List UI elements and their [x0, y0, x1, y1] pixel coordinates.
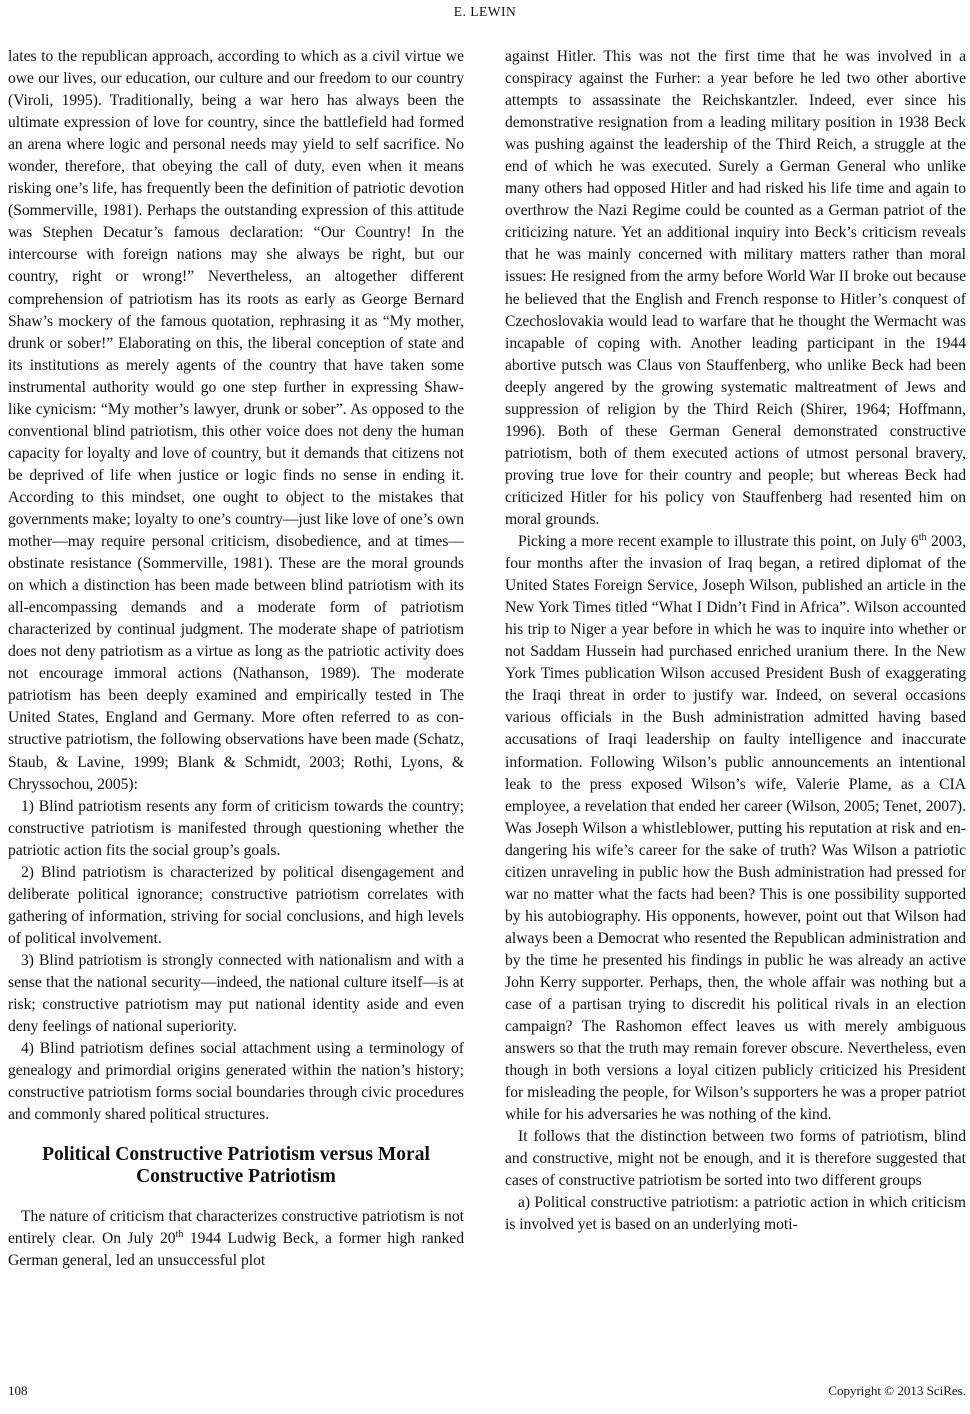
body-paragraph: lates to the republican approach, according to which as a civil virtue we owe our lives, our education, our culture and our freedom to our country (Viroli, 1995). Traditionally, being a war hero has always been the ultimate expression of love for country, since the battlefield had formed an arena where logic and personal needs may yield to self sacrifice. No wonder, therefore, that obeying the call of duty, even when it means risking one’s life, has frequently been the definition of patriotic devotion (Sommerville, 1981). Perhaps the outstanding expression of this attitude was Stephen Decatur’s famous declaration: “Our Country! In the intercourse with foreign nations may she always be right, but our country, right or wrong!” Nevertheless, an altogether different comprehension of patriotism has its roots as early as George Bernard Shaw’s mockery of the famous quotation, rephrasing it as “My mother, drunk or sober!” Elaborating on this, the liberal conception of state and its institutions as merely agents of the country that have taken some instrumental authority would go one step further in expressing Shaw-like cynicism: “My mother’s lawyer, drunk or sober”. As opposed to the conventional blind patriotism, this other voice does not deny the human capacity for loyalty and love of country, but it demands that citizens not be deprived of life when justice or logic finds no sense in ending it. According to this mindset, one ought to object to the mistakes that governments make; loyalty to one’s country—just like love of one’s own mother—may require personal criticism, disobedience, and at times—obstinate resistance (Sommerville, 1981). These are the moral grounds on which a distinction has been made between blind patriotism with its all-encompassing demands and a moderate form of patriotism characterized by continual judgment. The moderate shape of patriotism does not deny patriotism as a virtue as long as the patriotic activity does not encourage immoral actions (Nathanson, 1989). The moderate patriotism has been deeply examined and empirically tested in The United States, England and Germany. More often referred to as constructive patriotism, the following observations have been made (Schatz, Staub, & Lavine, 1999; Blank & Schmidt, 2003; Rothi, Lyons, & Chryssochou, 2005): — [8, 48, 464, 793]
superscript: th — [175, 1229, 184, 1241]
list-item: 1) Blind patriotism resents any form of criticism towards the country; constructive patriotism is manifested through questioning whether the patriotic action fits the social group’s goals. — [8, 797, 464, 859]
text-run: 1944 Ludwig Beck, a former high ranked German general, led an unsuccessful plot — [8, 1230, 464, 1270]
section-heading: Political Constructive Patriotism versus Moral Constructive Patriotism — [42, 1144, 430, 1188]
body-paragraph: a) Political constructive patriotism: a patriotic action in which criticism is involved yet is based on an underlying moti- — [505, 1194, 966, 1234]
left-column — [8, 46, 464, 1272]
body-paragraph — [8, 1206, 464, 1272]
body-paragraph: against Hitler. This was not the first time that he was involved in a conspiracy against the Furher: a year before he led two other abortive attempts to assassinate the Reichskantzler. Indeed, ever since his demonstrative resignation from a leading military position in 1938 Beck was pushing against the leadership of the Third Reich, a struggle at the end of which he was executed. Surely a German General who unlike many others had opposed Hitler and had risked his life time and again to overthrow the Nazi Regime could be counted as a German patriot of the criticizing nature. Yet an additional inquiry into Beck’s criticism reveals that he was mainly concerned with military matters rather than moral issues: He resigned from the army before World War II broke out because he believed that the English and French response to Hitler’s conquest of Czechoslovakia would lead to warfare that he thought the Wermacht was incapable of coping with. Another leading participant in the 1944 abortive putsch was Claus von Stauffenberg, who unlike Beck had been deeply angered by the growing systematic maltreatment of Jews and suppression of religion by the Third Reich (Shirer, 1964; Hoffmann, 1996). Both of these German General demonstrated constructive patriotism, both of them executed actions of utmost personal bravery, proving true love for their country and people; but whereas Beck had criticized Hitler for his policy von Stauffenberg had resented him on moral grounds. — [505, 48, 966, 528]
page-number: 108 — [8, 1383, 28, 1398]
list-item: 4) Blind patriotism defines social attachment using a terminology of genealogy and primordial origins generated within the nation’s history; constructive patriotism forms social boundaries through civic procedures and commonly shared political structures. — [8, 1040, 464, 1124]
body-paragraph — [505, 531, 966, 1126]
superscript: th — [918, 531, 927, 543]
body-paragraph: It follows that the distinction between two forms of patriotism, blind and constructive, might not be enough, and it is therefore suggested that cases of constructive patriotism be sorted into two different groups — [505, 1128, 966, 1190]
copyright-notice: Copyright © 2013 SciRes. — [828, 1383, 966, 1398]
text-run: Picking a more recent example to illustrate this point, on July 6 — [518, 533, 919, 551]
list-item: 3) Blind patriotism is strongly connected with nationalism and with a sense that the national security—indeed, the national culture itself—is at risk; constructive patriotism may put national identity aside and even deny feelings of national superiority. — [8, 951, 464, 1036]
list-item: 2) Blind patriotism is characterized by political disengagement and deliberate political ignorance; constructive patriotism correlates with gathering of information, striving for social conclusions, and high levels of political involvement. — [8, 863, 464, 947]
text-run: 2003, four months after the invasion of Iraq began, a retired diplomat of the United States Foreign Service, Joseph Wilson, published an article in the New York Times titled “What I Didn’t Find in Africa”. Wilson accounted his trip to Niger a year before in which he was to inquire into whether or not Saddam Hussein had purchased enriched uranium there. In the New York Times publication Wilson accused President Bush of exaggerating the Iraqi threat in order to justify war. Indeed, on several occasions various officials in the Bush administration admitted having based accusations of Iraqi leadership on faulty intelligence and inaccurate information. Following Wilson’s public announcements an intentional leak to the press exposed Wilson’s wife, Valerie Plame, as a CIA employee, a revelation that ended her career (Wilson, 2005; Tenet, 2007). Was Joseph Wilson a whistleblower, putting his reputation at risk and endangering his wife’s career for the sake of truth? Was Wilson a patriotic citizen unraveling in public how the Bush administration had pressed for war no matter what the facts had been? This is one possibility supported by his autobiography. His opponents, however, point out that Wilson had always been a Democrat who resented the Republican administration and by the time he presented his findings in public he was already an active John Kerry supporter. Perhaps, then, the whole affair was nothing but a case of a partisan trying to discredit his political rivals in an election campaign? The Rashomon effect leaves us with merely ambiguous answers so that the truth may remain forever obscure. Nevertheless, even though in both versions a loyal citizen publicly criticized his President for misleading the people, for Wilson’s supporters he was a proper patriot while for his adversaries he was nothing of the kind. — [505, 533, 967, 1124]
text-run: The nature of criticism that characterizes constructive patriotism is not entirely clear. On July 20 — [8, 1208, 464, 1248]
running-head: E. LEWIN — [453, 4, 517, 19]
right-column — [505, 46, 966, 1237]
